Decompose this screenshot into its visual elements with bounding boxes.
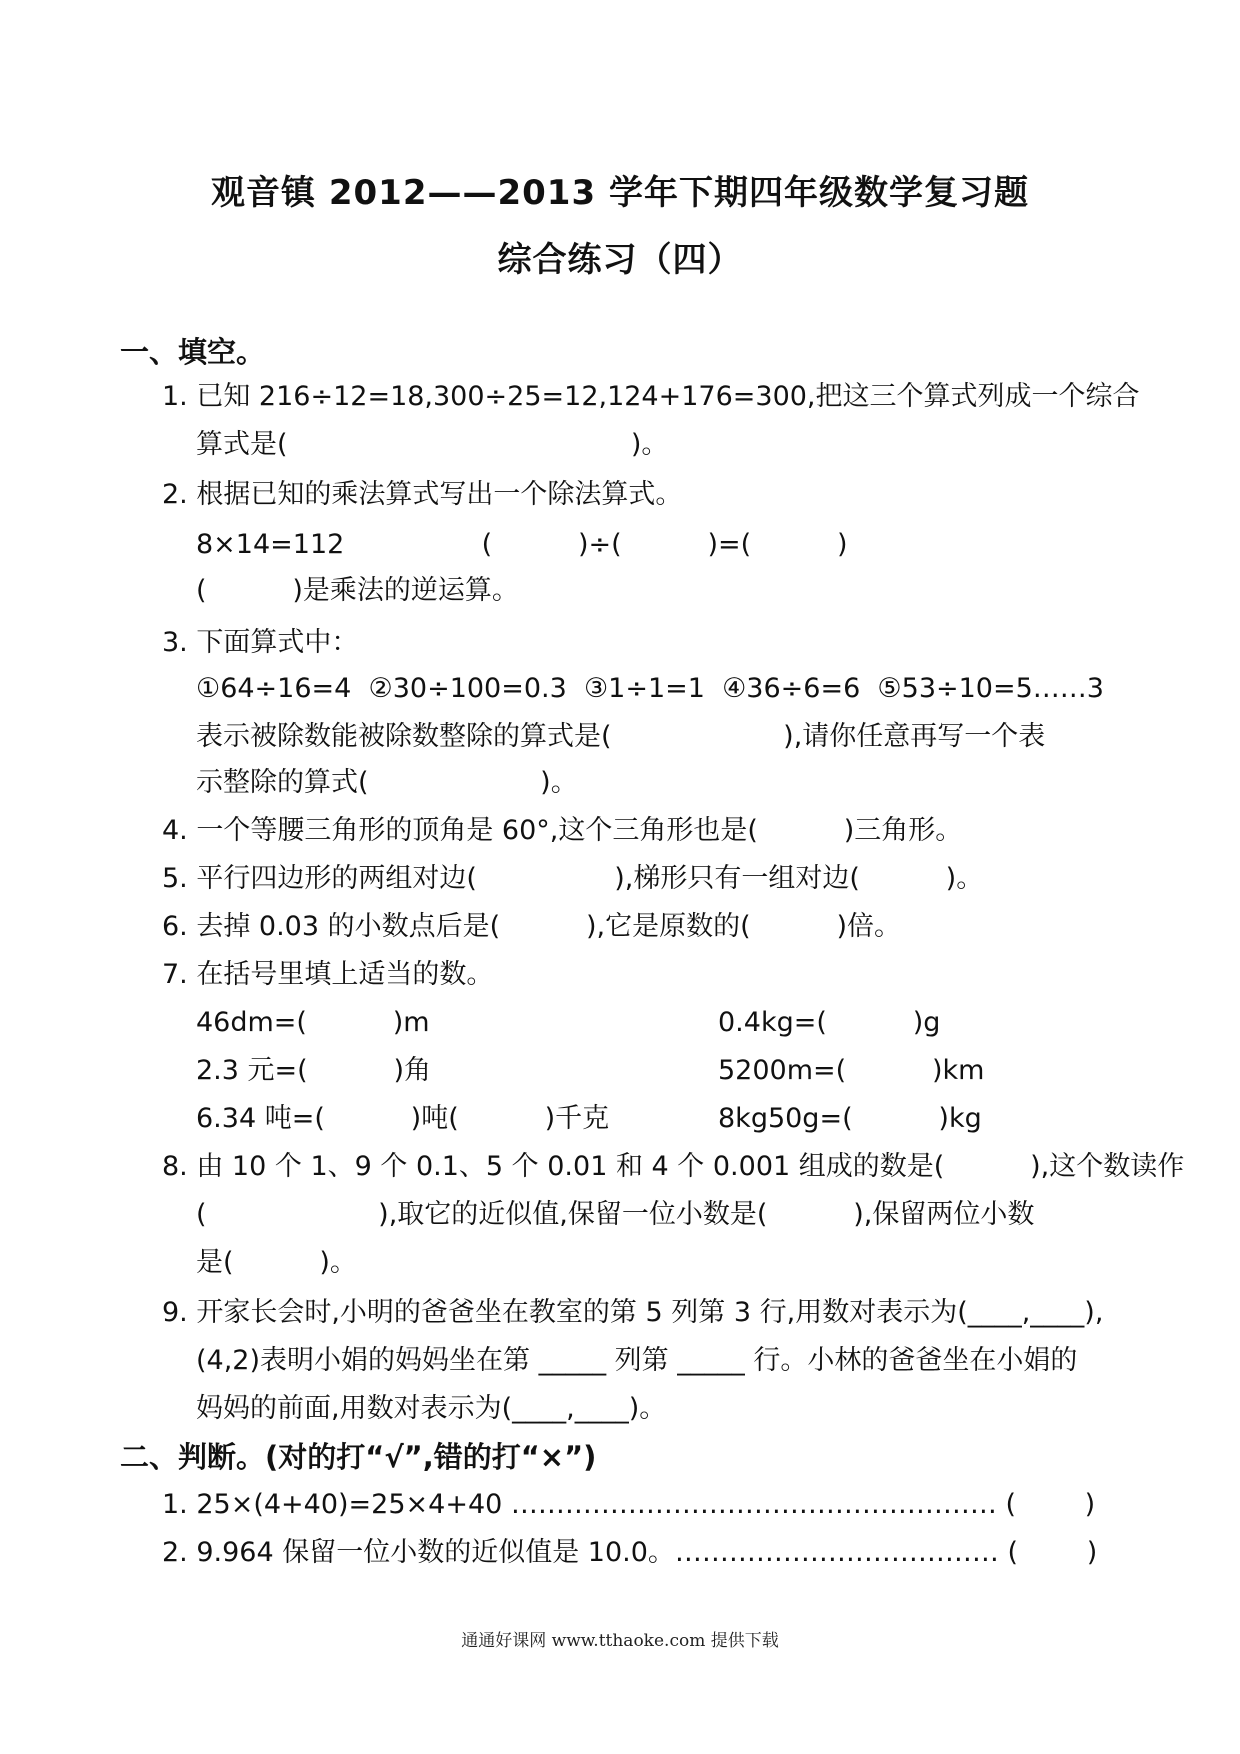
- q7-row3-left: 6.34 吨=( )吨( )千克: [196, 1103, 610, 1134]
- q9-line3: 妈妈的前面,用数对表示为(____,____)。: [196, 1393, 667, 1424]
- q2-line1: 2. 根据已知的乘法算式写出一个除法算式。: [162, 479, 683, 510]
- q9-line1: 9. 开家长会时,小明的爸爸坐在教室的第 5 列第 3 行,用数对表示为(____,____),: [162, 1297, 1104, 1328]
- q7-row2-right: 5200m=( )km: [718, 1055, 985, 1086]
- q7-row1-right: 0.4kg=( )g: [718, 1007, 941, 1038]
- section1-heading: 一、填空。: [120, 335, 266, 369]
- q7-row1-left: 46dm=( )m: [196, 1007, 430, 1038]
- q2-line2: 8×14=112 ( )÷( )=( ): [196, 529, 848, 560]
- judge-q1: 1. 25×(4+40)=25×4+40 ……………………………………………… ( ): [162, 1489, 1096, 1520]
- q3-line1: 3. 下面算式中：: [162, 627, 359, 658]
- q8-line2: ( ),取它的近似值,保留一位小数是( ),保留两位小数: [196, 1199, 1035, 1230]
- q6-line: 6. 去掉 0.03 的小数点后是( ),它是原数的( )倍。: [162, 911, 901, 942]
- q7-row3-right: 8kg50g=( )kg: [718, 1103, 982, 1134]
- q5-line: 5. 平行四边形的两组对边( ),梯形只有一组对边( )。: [162, 863, 984, 894]
- q3-line2: ①64÷16=4 ②30÷100=0.3 ③1÷1=1 ④36÷6=6 ⑤53÷10=5……3: [196, 673, 1104, 704]
- q2-line3: ( )是乘法的逆运算。: [196, 575, 519, 606]
- q7-line1: 7. 在括号里填上适当的数。: [162, 959, 494, 990]
- q3-line3: 表示被除数能被除数整除的算式是( ),请你任意再写一个表: [196, 721, 1046, 752]
- q9-line2: (4,2)表明小娟的妈妈坐在第 _____ 列第 _____ 行。小林的爸爸坐在小娟的: [196, 1345, 1078, 1376]
- page-title: 观音镇 2012——2013 学年下期四年级数学复习题: [211, 173, 1029, 213]
- section2-heading: 二、判断。(对的打“√”,错的打“×”): [120, 1440, 597, 1474]
- q8-line3: 是( )。: [196, 1247, 357, 1278]
- q4-line: 4. 一个等腰三角形的顶角是 60°,这个三角形也是( )三角形。: [162, 815, 963, 846]
- q3-line4: 示整除的算式( )。: [196, 767, 578, 798]
- page-subtitle: 综合练习（四）: [497, 240, 743, 280]
- q8-line1: 8. 由 10 个 1、9 个 0.1、5 个 0.01 和 4 个 0.001 组成的数是( ),这个数读作: [162, 1151, 1185, 1182]
- q1-line2: 算式是( )。: [196, 429, 669, 460]
- footer-credit: 通通好课网 www.tthaoke.com 提供下载: [461, 1631, 779, 1651]
- q7-row2-left: 2.3 元=( )角: [196, 1055, 432, 1086]
- judge-q2: 2. 9.964 保留一位小数的近似值是 10.0。……………………………… ( ): [162, 1537, 1098, 1568]
- q1-line1: 1. 已知 216÷12=18,300÷25=12,124+176=300,把这三个算式列成一个综合: [162, 381, 1140, 412]
